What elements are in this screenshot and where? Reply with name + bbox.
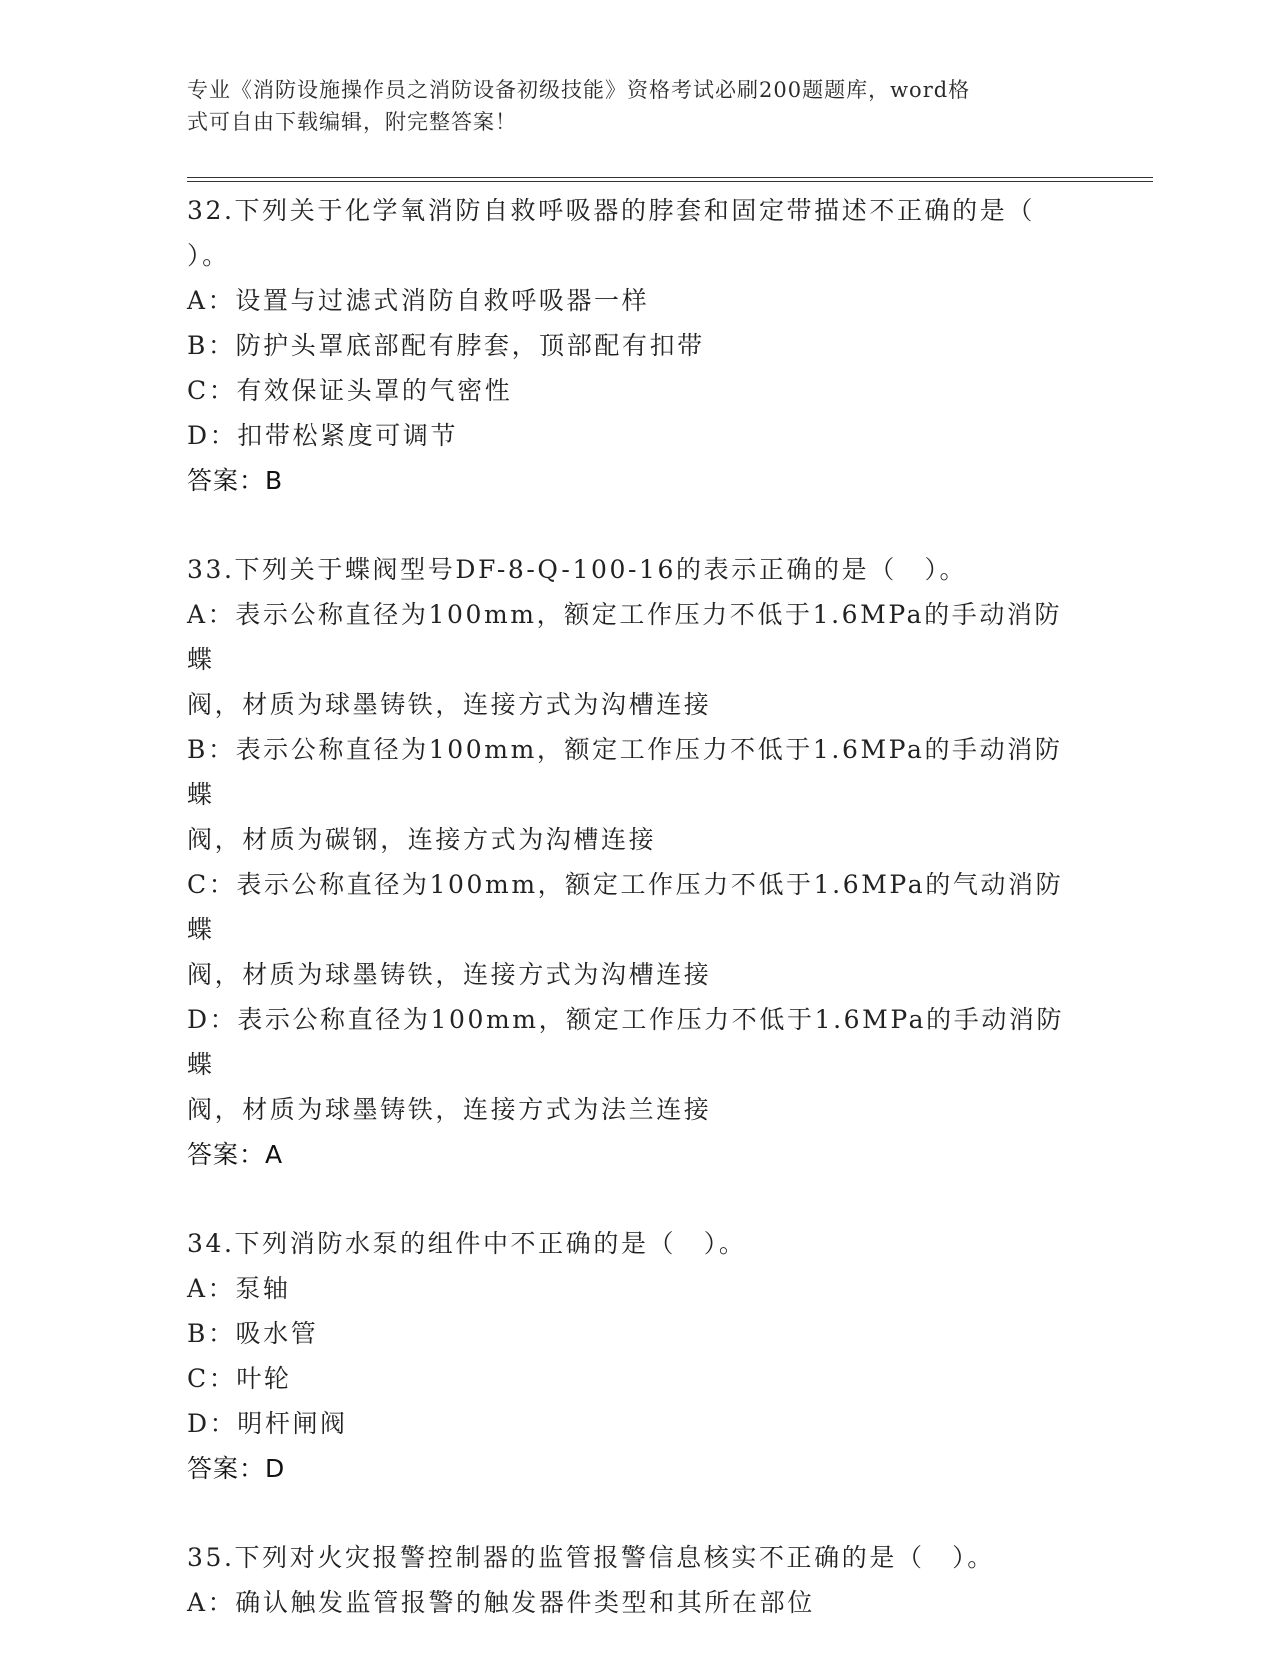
answer-label: 答案：A xyxy=(187,1140,284,1169)
question-stem: 35.下列对火灾报警控制器的监管报警信息核实不正确的是（ ）。 xyxy=(187,1543,995,1572)
question-34 xyxy=(187,1221,1087,1491)
header-divider-top xyxy=(187,177,1153,178)
option-a: A：泵轴 xyxy=(187,1274,291,1303)
option-d-line-1: D：表示公称直径为100mm，额定工作压力不低于1.6MPa的手动消防蝶 xyxy=(187,1005,1065,1079)
option-b-line-1: B：表示公称直径为100mm，额定工作压力不低于1.6MPa的手动消防蝶 xyxy=(187,735,1063,809)
option-b: B：吸水管 xyxy=(187,1319,319,1348)
option-c: C：有效保证头罩的气密性 xyxy=(187,376,513,405)
question-list xyxy=(187,188,1087,1669)
answer-label: 答案：D xyxy=(187,1454,286,1483)
question-32 xyxy=(187,188,1087,503)
document-header xyxy=(187,74,1087,138)
option-a xyxy=(187,592,1087,727)
option-d xyxy=(187,997,1087,1132)
option-c-line-1: C：表示公称直径为100mm，额定工作压力不低于1.6MPa的气动消防蝶 xyxy=(187,870,1064,944)
option-c: C：叶轮 xyxy=(187,1364,292,1393)
question-35 xyxy=(187,1535,1087,1625)
header-divider-bottom xyxy=(187,181,1153,182)
option-a-line-1: A：表示公称直径为100mm，额定工作压力不低于1.6MPa的手动消防蝶 xyxy=(187,600,1063,674)
option-d-line-2: 阀，材质为球墨铸铁，连接方式为法兰连接 xyxy=(187,1095,712,1124)
header-line-2: 式可自由下载编辑，附完整答案！ xyxy=(187,110,517,134)
option-d: D：扣带松紧度可调节 xyxy=(187,421,459,450)
answer-label: 答案：B xyxy=(187,466,284,495)
option-d: D：明杆闸阀 xyxy=(187,1409,348,1438)
question-stem: 33.下列关于蝶阀型号DF-8-Q-100-16的表示正确的是（ ）。 xyxy=(187,555,968,584)
option-a: A：确认触发监管报警的触发器件类型和其所在部位 xyxy=(187,1588,815,1617)
option-b: B：防护头罩底部配有脖套，顶部配有扣带 xyxy=(187,331,705,360)
option-a-line-2: 阀，材质为球墨铸铁，连接方式为沟槽连接 xyxy=(187,690,712,719)
option-c xyxy=(187,862,1087,997)
question-stem: 32.下列关于化学氧消防自救呼吸器的脖套和固定带描述不正确的是（ xyxy=(187,196,1035,225)
question-33 xyxy=(187,547,1087,1177)
option-b xyxy=(187,727,1087,862)
option-c-line-2: 阀，材质为球墨铸铁，连接方式为沟槽连接 xyxy=(187,960,712,989)
question-stem: 34.下列消防水泵的组件中不正确的是（ ）。 xyxy=(187,1229,747,1258)
header-line-1: 专业《消防设施操作员之消防设备初级技能》资格考试必刷200题题库，word格 xyxy=(187,78,971,102)
question-stem-continued: ）。 xyxy=(187,241,230,270)
option-b-line-2: 阀，材质为碳钢，连接方式为沟槽连接 xyxy=(187,825,657,854)
option-a: A：设置与过滤式消防自救呼吸器一样 xyxy=(187,286,650,315)
